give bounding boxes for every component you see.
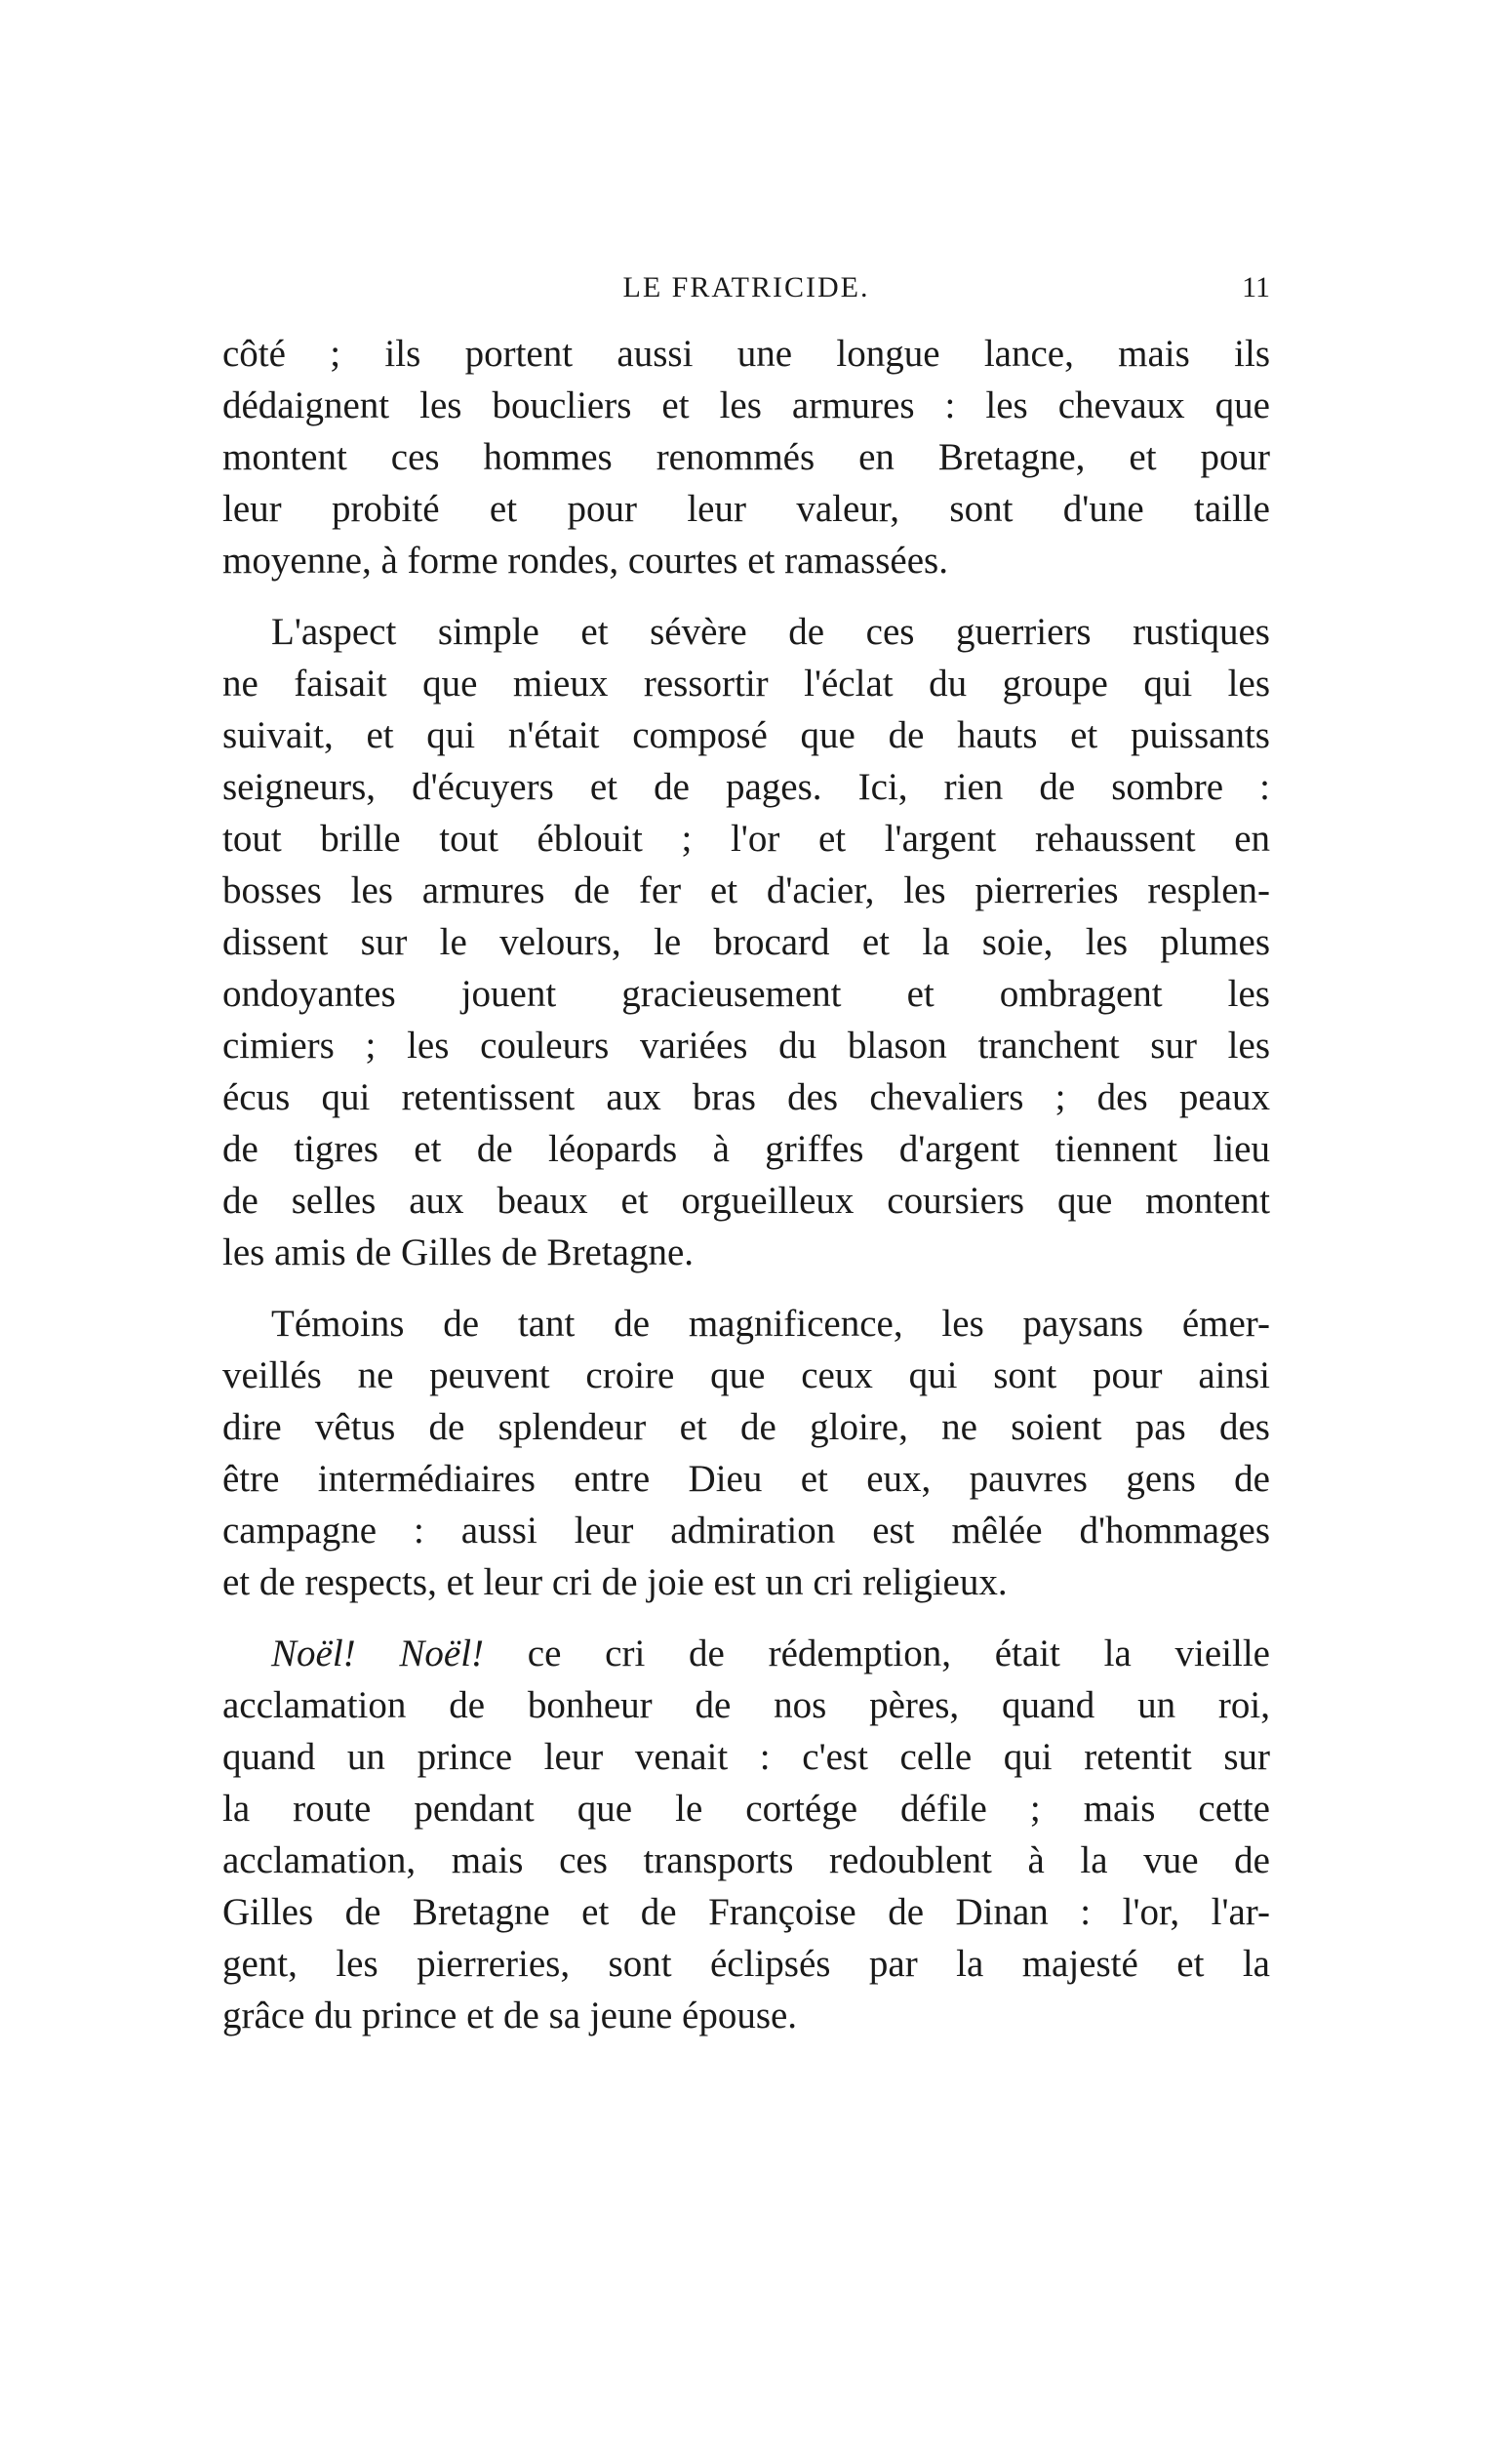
text-line: et de respects, et leur cri de joie est un cri religieux.: [222, 1561, 1008, 1603]
text-line: moyenne, à forme rondes, courtes et ramassées.: [222, 540, 948, 582]
text-line: montent ces hommes renommés en Bretagne, et pour: [222, 436, 1270, 478]
paragraph: [222, 1628, 1270, 2041]
text-line: de selles aux beaux et orgueilleux coursiers que montent: [222, 1180, 1270, 1222]
text-line: veillés ne peuvent croire que ceux qui sont pour ainsi: [222, 1354, 1270, 1396]
text-line: ondoyantes jouent gracieusement et ombragent les: [222, 973, 1270, 1015]
text-line: acclamation, mais ces transports redoublent à la vue de: [222, 1839, 1270, 1881]
text-line: cimiers ; les couleurs variées du blason tranchent sur les: [222, 1025, 1270, 1067]
paragraph: [222, 606, 1270, 1278]
text-line: [222, 1628, 1270, 1679]
text-line: Gilles de Bretagne et de Françoise de Dinan : l'or, l'ar-: [222, 1891, 1270, 1933]
book-page: [222, 263, 1270, 2061]
italic-lead: Noël! Noël!: [271, 1633, 485, 1674]
text-line: dire vêtus de splendeur et de gloire, ne soient pas des: [222, 1406, 1270, 1448]
text-line: bosses les armures de fer et d'acier, les pierreries resplen-: [222, 869, 1270, 911]
text-line: Témoins de tant de magnificence, les paysans émer-: [271, 1303, 1270, 1345]
text-line: ne faisait que mieux ressortir l'éclat du groupe qui les: [222, 663, 1270, 705]
text-fragment: ce cri de rédemption, était la vieille: [484, 1633, 1270, 1674]
text-line: suivait, et qui n'était composé que de hauts et puissants: [222, 714, 1270, 756]
text-line: de tigres et de léopards à griffes d'argent tiennent lieu: [222, 1128, 1270, 1170]
text-line: grâce du prince et de sa jeune épouse.: [222, 1995, 798, 2036]
paragraph: [222, 1298, 1270, 1608]
text-line: leur probité et pour leur valeur, sont d'une taille: [222, 488, 1270, 530]
page-number: 11: [1242, 271, 1270, 303]
text-line: la route pendant que le cortége défile ; mais cette: [222, 1788, 1270, 1830]
text-line: être intermédiaires entre Dieu et eux, pauvres gens de: [222, 1458, 1270, 1500]
running-title: LE FRATRICIDE.: [622, 271, 870, 303]
body-text: [222, 328, 1270, 2041]
text-line: tout brille tout éblouit ; l'or et l'argent rehaussent en: [222, 818, 1270, 860]
text-line: les amis de Gilles de Bretagne.: [222, 1231, 695, 1273]
text-line: écus qui retentissent aux bras des chevaliers ; des peaux: [222, 1076, 1270, 1118]
text-line: dissent sur le velours, le brocard et la soie, les plumes: [222, 921, 1270, 963]
paragraph: [222, 328, 1270, 586]
text-line: côté ; ils portent aussi une longue lance, mais ils: [222, 333, 1270, 375]
text-line: dédaignent les boucliers et les armures : les chevaux que: [222, 384, 1270, 426]
text-line: L'aspect simple et sévère de ces guerriers rustiques: [271, 611, 1270, 653]
text-line: gent, les pierreries, sont éclipsés par la majesté et la: [222, 1943, 1270, 1985]
text-line: quand un prince leur venait : c'est celle qui retentit sur: [222, 1736, 1270, 1778]
text-line: campagne : aussi leur admiration est mêlée d'hommages: [222, 1510, 1270, 1552]
text-line: acclamation de bonheur de nos pères, quand un roi,: [222, 1684, 1270, 1726]
page-header: [222, 263, 1270, 318]
text-line: seigneurs, d'écuyers et de pages. Ici, rien de sombre :: [222, 766, 1270, 808]
